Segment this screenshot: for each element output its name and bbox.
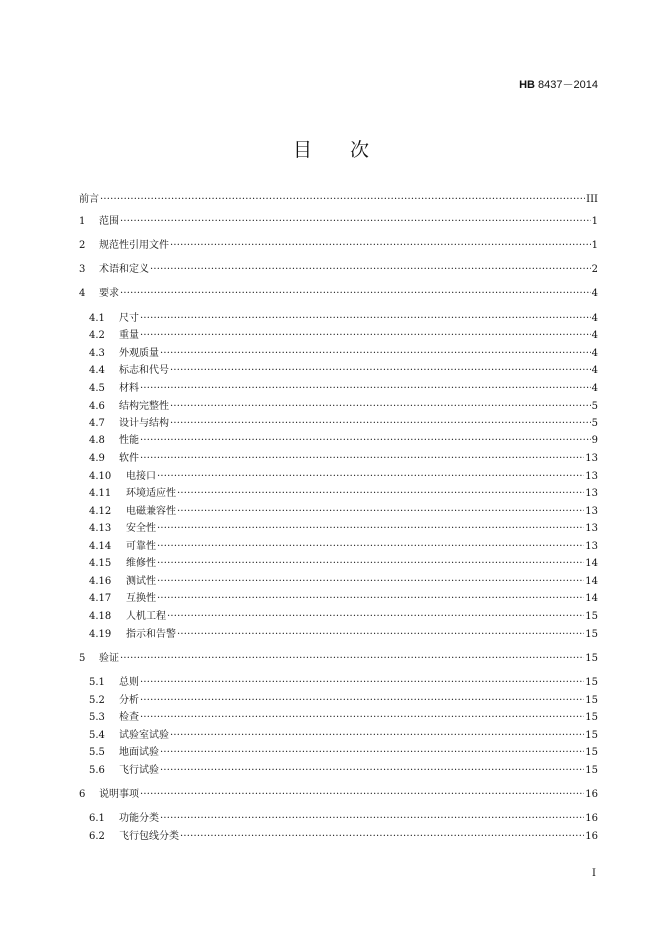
- toc-entry-page: 1: [591, 240, 598, 251]
- toc-entry-number: 4.4: [89, 365, 105, 376]
- toc-dot-leader: [160, 764, 584, 778]
- toc-entry-number: 4.2: [89, 330, 105, 341]
- toc-dot-leader: [170, 364, 591, 378]
- toc-entry-number: 4.9: [89, 453, 105, 464]
- standard-number: [519, 76, 598, 92]
- toc-entry-label: 电磁兼容性: [126, 506, 176, 517]
- toc-entry[interactable]: [89, 592, 598, 606]
- toc-entry-page: 4: [591, 330, 598, 341]
- toc-entry-label: 分析: [119, 695, 139, 706]
- toc-entry-label: 范围: [99, 216, 119, 227]
- toc-entry[interactable]: [89, 746, 598, 760]
- toc-entry[interactable]: [89, 729, 598, 743]
- toc-entry-page: 13: [585, 506, 598, 517]
- toc-entry[interactable]: [89, 452, 598, 466]
- toc-entry-number: 5.6: [89, 765, 105, 776]
- toc-entry-label: 飞行包线分类: [119, 831, 179, 842]
- toc-entry-label: 功能分类: [119, 813, 159, 824]
- toc-entry-number: 4.18: [89, 611, 112, 622]
- toc-entry-label: 检查: [119, 712, 139, 723]
- toc-entry-number: 5: [79, 653, 86, 664]
- toc-entry-page: 13: [585, 453, 598, 464]
- toc-entry-label: 标志和代号: [119, 365, 169, 376]
- toc-entry[interactable]: [89, 711, 598, 725]
- toc-entry[interactable]: [89, 487, 598, 501]
- toc-entry-label: 规范性引用文件: [99, 240, 169, 251]
- toc-dot-leader: [120, 215, 591, 229]
- toc-entry-number: 4.12: [89, 506, 112, 517]
- toc-entry-number: 4.13: [89, 523, 112, 534]
- standard-code: 8437－2014: [538, 79, 598, 91]
- page-number: I: [592, 868, 596, 879]
- standard-prefix: HB: [519, 79, 535, 91]
- toc-entry[interactable]: [89, 470, 598, 484]
- toc-entry[interactable]: [89, 347, 598, 361]
- toc-entry-page: 5: [591, 401, 598, 412]
- toc-dot-leader: [140, 434, 591, 448]
- toc-entry[interactable]: [89, 382, 598, 396]
- toc-entry-label: 地面试验: [119, 747, 159, 758]
- toc-entry-label: 结构完整性: [119, 401, 169, 412]
- toc-dot-leader: [177, 487, 584, 501]
- page-title: 目次: [292, 139, 407, 161]
- toc-entry-number: 4.16: [89, 576, 112, 587]
- toc-entry-label: 性能: [119, 435, 139, 446]
- toc-entry[interactable]: [89, 557, 598, 571]
- toc-dot-leader: [170, 239, 591, 253]
- toc-dot-leader: [120, 652, 584, 666]
- toc-entry-page: 15: [585, 677, 598, 688]
- toc-entry-page: 15: [585, 730, 598, 741]
- toc-dot-leader: [160, 347, 591, 361]
- toc-entry-page: 14: [585, 558, 598, 569]
- toc-entry-number: 6: [79, 789, 86, 800]
- toc-entry[interactable]: [79, 788, 598, 802]
- toc-entry-label: 环境适应性: [126, 488, 176, 499]
- toc-entry-label: 要求: [99, 288, 119, 299]
- toc-entry-page: 15: [585, 712, 598, 723]
- toc-entry-number: 6.1: [89, 813, 105, 824]
- toc-entry-number: 1: [79, 216, 86, 227]
- toc-entry-page: 9: [591, 435, 598, 446]
- toc-entry[interactable]: [89, 540, 598, 554]
- toc-entry-label: 尺寸: [119, 313, 139, 324]
- toc-dot-leader: [167, 610, 584, 624]
- toc-dot-leader: [157, 575, 584, 589]
- toc-entry[interactable]: [89, 417, 598, 431]
- toc-dot-leader: [140, 452, 584, 466]
- toc-entry-number: 4.8: [89, 435, 105, 446]
- toc-entry-number: 5.5: [89, 747, 105, 758]
- toc-dot-leader: [177, 628, 584, 642]
- toc-entry[interactable]: [89, 628, 598, 642]
- toc-entry-label: 试验室试验: [119, 730, 169, 741]
- toc-entry-page: 15: [585, 611, 598, 622]
- toc-dot-leader: [140, 676, 584, 690]
- toc-entry-number: 4.10: [89, 471, 112, 482]
- toc-dot-leader: [177, 505, 584, 519]
- toc-entry-page: 4: [591, 288, 598, 299]
- toc-entry-number: 4.15: [89, 558, 112, 569]
- toc-entry-number: 4: [79, 288, 86, 299]
- toc-entry-number: 4.3: [89, 348, 105, 359]
- toc-entry[interactable]: [89, 400, 598, 414]
- toc-entry-number: 4.6: [89, 401, 105, 412]
- toc-entry-page: 13: [585, 523, 598, 534]
- toc-dot-leader: [170, 417, 591, 431]
- toc-entry-number: 4.17: [89, 593, 112, 604]
- toc-entry[interactable]: [89, 610, 598, 624]
- toc-dot-leader: [160, 746, 584, 760]
- toc-entry-label: 安全性: [126, 523, 156, 534]
- toc-entry-page: 15: [585, 695, 598, 706]
- toc-entry[interactable]: [89, 676, 598, 690]
- toc-dot-leader: [157, 540, 584, 554]
- toc-dot-leader: [140, 711, 584, 725]
- toc-entry[interactable]: [89, 312, 598, 326]
- toc-entry-label: 设计与结构: [119, 418, 169, 429]
- toc-entry-label: 术语和定义: [99, 264, 149, 275]
- toc-dot-leader: [160, 812, 584, 826]
- toc-entry-label: 材料: [119, 383, 139, 394]
- toc-entry[interactable]: [89, 694, 598, 708]
- toc-entry-number: 3: [79, 264, 86, 275]
- toc-entry-number: 4.7: [89, 418, 105, 429]
- toc-entry-label: 飞行试验: [119, 765, 159, 776]
- toc-entry-page: 13: [585, 541, 598, 552]
- toc-dot-leader: [140, 382, 591, 396]
- toc-entry-label: 可靠性: [126, 541, 156, 552]
- toc-entry-label: 人机工程: [126, 611, 166, 622]
- toc-dot-leader: [157, 522, 584, 536]
- toc-entry-page: 14: [585, 576, 598, 587]
- toc-entry-label: 指示和告警: [126, 629, 176, 640]
- toc-entry-page: 2: [591, 264, 598, 275]
- toc-entry-page: 15: [585, 765, 598, 776]
- toc-entry-number: 5.2: [89, 695, 105, 706]
- toc-entry[interactable]: [89, 434, 598, 448]
- toc-entry-page: 4: [591, 313, 598, 324]
- toc-entry-page: 16: [585, 831, 598, 842]
- toc-entry[interactable]: [79, 263, 598, 277]
- toc-entry-page: 5: [591, 418, 598, 429]
- toc-entry-page: 1: [591, 216, 598, 227]
- toc-entry-page: 14: [585, 593, 598, 604]
- toc-entry-number: 5.3: [89, 712, 105, 723]
- toc-dot-leader: [157, 470, 584, 484]
- toc-entry-label: 验证: [99, 653, 119, 664]
- toc-entry-number: 4.14: [89, 541, 112, 552]
- toc-entry-page: 4: [591, 383, 598, 394]
- toc-entry-page: 15: [585, 629, 598, 640]
- toc-entry-page: 4: [591, 365, 598, 376]
- toc-dot-leader: [100, 193, 585, 207]
- toc-entry[interactable]: [79, 193, 598, 207]
- toc-dot-leader: [140, 329, 591, 343]
- toc-entry-label: 维修性: [126, 558, 156, 569]
- toc-entry-number: 4.11: [89, 488, 112, 499]
- toc-entry-page: 4: [591, 348, 598, 359]
- toc-entry-label: 互换性: [126, 593, 156, 604]
- toc-entry[interactable]: [89, 575, 598, 589]
- toc-entry[interactable]: [79, 287, 598, 301]
- toc-dot-leader: [157, 557, 584, 571]
- toc-entry-page: III: [586, 194, 598, 205]
- toc-dot-leader: [180, 830, 584, 844]
- toc-dot-leader: [150, 263, 591, 277]
- toc-dot-leader: [140, 312, 591, 326]
- toc-entry-number: 4.19: [89, 629, 112, 640]
- toc-entry[interactable]: [89, 505, 598, 519]
- toc-dot-leader: [140, 694, 584, 708]
- toc-entry-label: 说明事项: [99, 789, 139, 800]
- toc-entry-label: 外观质量: [119, 348, 159, 359]
- toc-entry-page: 16: [585, 813, 598, 824]
- toc-entry-label: 总则: [119, 677, 139, 688]
- toc-entry[interactable]: [89, 764, 598, 778]
- toc-entry-page: 15: [585, 653, 598, 664]
- toc-entry[interactable]: [89, 329, 598, 343]
- toc-entry-label: 重量: [119, 330, 139, 341]
- toc-entry[interactable]: [79, 215, 598, 229]
- toc-dot-leader: [120, 287, 591, 301]
- toc-dot-leader: [157, 592, 584, 606]
- toc-entry-number: 6.2: [89, 831, 105, 842]
- toc-entry[interactable]: [79, 239, 598, 253]
- toc-entry[interactable]: [79, 652, 598, 666]
- toc-dot-leader: [170, 400, 591, 414]
- toc-dot-leader: [170, 729, 584, 743]
- toc-entry-number: 4.5: [89, 383, 105, 394]
- toc-entry-label: 软件: [119, 453, 139, 464]
- toc-entry-label: 前言: [79, 194, 99, 205]
- toc-entry-label: 电接口: [126, 471, 156, 482]
- toc-entry-page: 16: [585, 789, 598, 800]
- toc-entry[interactable]: [89, 364, 598, 378]
- toc-entry[interactable]: [89, 830, 598, 844]
- toc-entry[interactable]: [89, 522, 598, 536]
- toc-dot-leader: [140, 788, 584, 802]
- toc-entry-page: 13: [585, 488, 598, 499]
- toc-entry-label: 测试性: [126, 576, 156, 587]
- toc-entry-page: 15: [585, 747, 598, 758]
- toc-entry-page: 13: [585, 471, 598, 482]
- toc-entry-number: 4.1: [89, 313, 105, 324]
- toc-entry[interactable]: [89, 812, 598, 826]
- toc-entry-number: 2: [79, 240, 86, 251]
- toc-entry-number: 5.1: [89, 677, 105, 688]
- toc-entry-number: 5.4: [89, 730, 105, 741]
